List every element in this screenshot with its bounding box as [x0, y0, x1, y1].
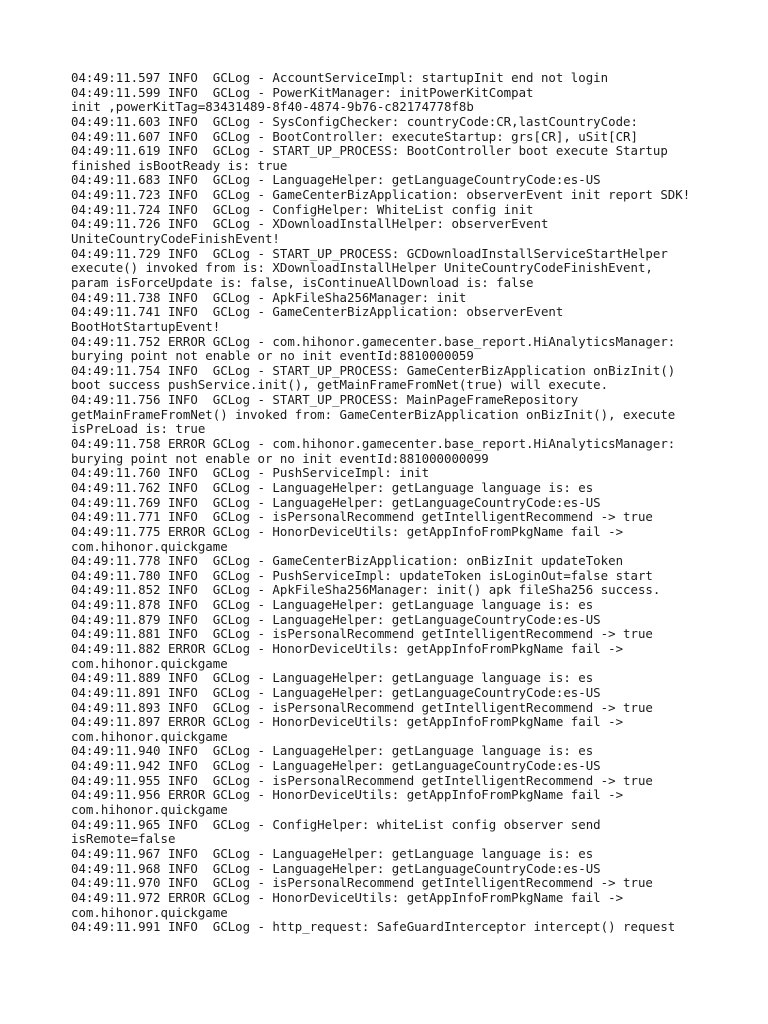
- log-line: 04:49:11.760 INFO GCLog - PushServiceImpl: init: [71, 465, 430, 481]
- log-line: 04:49:11.738 INFO GCLog - ApkFileSha256Manager: init: [71, 289, 467, 305]
- log-line: 04:49:11.723 INFO GCLog - GameCenterBizApplication: observerEvent init report SDK!: [71, 187, 691, 203]
- log-line: 04:49:11.599 INFO GCLog - PowerKitManager: initPowerKitCompat: [71, 84, 534, 100]
- log-line: BootHotStartupEvent!: [71, 318, 221, 334]
- log-line: com.hihonor.quickgame: [71, 904, 228, 920]
- log-line: 04:49:11.852 INFO GCLog - ApkFileSha256Manager: init() apk fileSha256 success.: [71, 582, 661, 598]
- log-line: 04:49:11.893 INFO GCLog - isPersonalRecommend getIntelligentRecommend -> true: [71, 699, 653, 715]
- log-line: com.hihonor.quickgame: [71, 655, 228, 671]
- log-line: 04:49:11.771 INFO GCLog - isPersonalRecommend getIntelligentRecommend -> true: [71, 509, 653, 525]
- log-line: 04:49:11.754 INFO GCLog - START_UP_PROCESS: GameCenterBizApplication onBizInit(): [71, 362, 676, 378]
- log-line: com.hihonor.quickgame: [71, 728, 228, 744]
- log-line: getMainFrameFromNet() invoked from: GameCenterBizApplication onBizInit(), execute: [71, 406, 676, 422]
- log-line: com.hihonor.quickgame: [71, 538, 228, 554]
- log-line: 04:49:11.729 INFO GCLog - START_UP_PROCESS: GCDownloadInstallServiceStartHelper: [71, 245, 668, 261]
- log-line: isPreLoad is: true: [71, 421, 206, 437]
- log-line: 04:49:11.741 INFO GCLog - GameCenterBizApplication: observerEvent: [71, 304, 564, 320]
- log-line: burying point not enable or no init eventId:881000000099: [71, 450, 489, 466]
- log-line: param isForceUpdate is: false, isContinueAllDownload is: false: [71, 274, 534, 290]
- log-line: 04:49:11.775 ERROR GCLog - HonorDeviceUtils: getAppInfoFromPkgName fail ->: [71, 523, 624, 539]
- log-line: boot success pushService.init(), getMainFrameFromNet(true) will execute.: [71, 377, 609, 393]
- log-line: 04:49:11.756 INFO GCLog - START_UP_PROCESS: MainPageFrameRepository: [71, 392, 579, 408]
- log-line: 04:49:11.889 INFO GCLog - LanguageHelper: getLanguage language is: es: [71, 670, 594, 686]
- log-line: 04:49:11.780 INFO GCLog - PushServiceImpl: updateToken isLoginOut=false start: [71, 567, 653, 583]
- log-line: 04:49:11.967 INFO GCLog - LanguageHelper: getLanguage language is: es: [71, 845, 594, 861]
- log-line: 04:49:11.597 INFO GCLog - AccountServiceImpl: startupInit end not login: [71, 70, 609, 85]
- log-line: 04:49:11.726 INFO GCLog - XDownloadInstallHelper: observerEvent: [71, 216, 549, 232]
- log-line: 04:49:11.897 ERROR GCLog - HonorDeviceUtils: getAppInfoFromPkgName fail ->: [71, 714, 624, 730]
- log-line: 04:49:11.972 ERROR GCLog - HonorDeviceUtils: getAppInfoFromPkgName fail ->: [71, 889, 624, 905]
- log-line: 04:49:11.891 INFO GCLog - LanguageHelper: getLanguageCountryCode:es-US: [71, 684, 601, 700]
- log-line: com.hihonor.quickgame: [71, 802, 228, 818]
- log-line: execute() invoked from is: XDownloadInstallHelper UniteCountryCodeFinishEvent,: [71, 260, 653, 276]
- log-line: 04:49:11.607 INFO GCLog - BootController: executeStartup: grs[CR], uSit[CR]: [71, 128, 638, 144]
- log-line: 04:49:11.878 INFO GCLog - LanguageHelper: getLanguage language is: es: [71, 597, 594, 613]
- log-line: 04:49:11.942 INFO GCLog - LanguageHelper: getLanguageCountryCode:es-US: [71, 758, 601, 774]
- log-line: 04:49:11.683 INFO GCLog - LanguageHelper: getLanguageCountryCode:es-US: [71, 172, 601, 188]
- log-line: 04:49:11.762 INFO GCLog - LanguageHelper: getLanguage language is: es: [71, 479, 594, 495]
- log-line: 04:49:11.882 ERROR GCLog - HonorDeviceUtils: getAppInfoFromPkgName fail ->: [71, 640, 624, 656]
- log-line: 04:49:11.940 INFO GCLog - LanguageHelper: getLanguage language is: es: [71, 743, 594, 759]
- log-line: finished isBootReady is: true: [71, 157, 288, 173]
- log-line: 04:49:11.881 INFO GCLog - isPersonalRecommend getIntelligentRecommend -> true: [71, 626, 653, 642]
- log-line: 04:49:11.769 INFO GCLog - LanguageHelper: getLanguageCountryCode:es-US: [71, 494, 601, 510]
- log-line: 04:49:11.603 INFO GCLog - SysConfigChecker: countryCode:CR,lastCountryCode:: [71, 113, 638, 129]
- log-line: UniteCountryCodeFinishEvent!: [71, 231, 280, 247]
- log-line: 04:49:11.778 INFO GCLog - GameCenterBizApplication: onBizInit updateToken: [71, 553, 624, 569]
- log-line: 04:49:11.752 ERROR GCLog - com.hihonor.gamecenter.base_report.HiAnalyticsManager:: [71, 333, 676, 349]
- log-line: 04:49:11.619 INFO GCLog - START_UP_PROCESS: BootController boot execute Startup: [71, 143, 668, 159]
- log-line: 04:49:11.955 INFO GCLog - isPersonalRecommend getIntelligentRecommend -> true: [71, 772, 653, 788]
- log-line: burying point not enable or no init eventId:8810000059: [71, 348, 474, 364]
- log-line: 04:49:11.956 ERROR GCLog - HonorDeviceUtils: getAppInfoFromPkgName fail ->: [71, 787, 624, 803]
- log-line: 04:49:11.879 INFO GCLog - LanguageHelper: getLanguageCountryCode:es-US: [71, 611, 601, 627]
- log-line: isRemote=false: [71, 831, 176, 847]
- log-line: 04:49:11.758 ERROR GCLog - com.hihonor.gamecenter.base_report.HiAnalyticsManager:: [71, 436, 676, 452]
- log-line: 04:49:11.968 INFO GCLog - LanguageHelper: getLanguageCountryCode:es-US: [71, 860, 601, 876]
- log-line: 04:49:11.724 INFO GCLog - ConfigHelper: WhiteList config init: [71, 201, 534, 217]
- log-line: 04:49:11.965 INFO GCLog - ConfigHelper: whiteList config observer send: [71, 816, 601, 832]
- log-line: 04:49:11.970 INFO GCLog - isPersonalRecommend getIntelligentRecommend -> true: [71, 875, 653, 891]
- log-text-block: [71, 71, 751, 935]
- log-line: 04:49:11.991 INFO GCLog - http_request: SafeGuardInterceptor intercept() request: [71, 919, 676, 935]
- log-line: init ,powerKitTag=83431489-8f40-4874-9b76-c82174778f8b: [71, 99, 474, 115]
